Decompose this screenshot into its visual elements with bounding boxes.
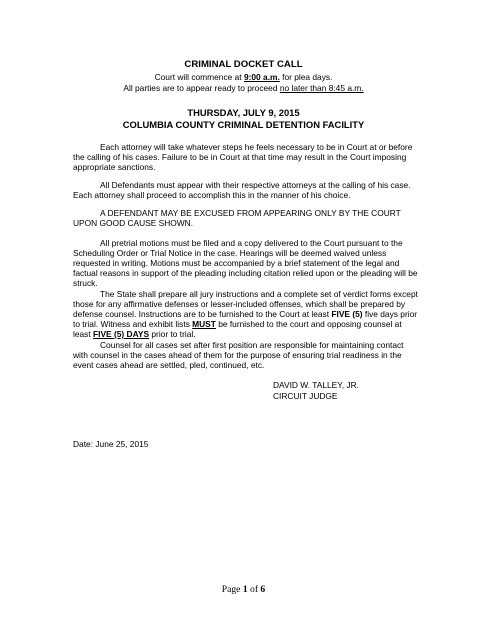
must-emphasis: MUST (192, 319, 216, 329)
page-footer: Page 1 of 6 (221, 584, 266, 595)
appearance-deadline: no later than 8:45 a.m. (279, 83, 364, 93)
commence-time: 9:00 a.m. (243, 72, 280, 82)
session-date: THURSDAY, JULY 9, 2015 (187, 107, 300, 118)
five-days-deadline: FIVE (5) DAYS (93, 329, 150, 339)
five-days-emphasis: FIVE (5) (331, 309, 363, 319)
paragraph-jury-instructions: The State shall prepare all jury instructions and a complete set of verdict forms except those for any affirmative defenses or lesser-included offenses, which shall be prepared by defense counsel. Instructions are to be furnished to the Court at least FIVE (5) five days prior to trial. Witness and exhibit lists MUST be furnished to the court and opposing counsel at least FIVE (5) DAYS prior to trial. (73, 289, 418, 339)
page-total: 6 (260, 584, 266, 595)
judge-name: DAVID W. TALLEY, JR. (273, 380, 359, 390)
document-title: CRIMINAL DOCKET CALL (184, 59, 303, 70)
judge-title: CIRCUIT JUDGE (273, 391, 338, 401)
paragraph-counsel-contact: Counsel for all cases set after first position are responsible for maintaining contact with counsel in the cases ahead of them for the purpose of ensuring trial readiness in the event cases ahead are settled, pled, continued, etc. (73, 340, 404, 370)
paragraph-motions: All pretrial motions must be filed and a copy delivered to the Court pursuant to the Scheduling Order or Trial Notice in the case. Hearings will be deemed waived unless requested in writing. Motions must be accompanied by a brief statement of the legal and factual reasons in support of the pleading including citation relied upon or the pleading will be struck. (73, 238, 418, 288)
appearance-line: All parties are to appear ready to proceed no later than 8:45 a.m. (123, 83, 364, 93)
paragraph-attendance: Each attorney will take whatever steps he feels necessary to be in Court at or before the calling of his cases. Failure to be in Court at that time may result in the Court imposing appropriate sanctions. (73, 142, 413, 172)
session-location: COLUMBIA COUNTY CRIMINAL DETENTION FACILITY (122, 119, 365, 130)
signature-block (273, 380, 359, 402)
paragraph-excusal: A DEFENDANT MAY BE EXCUSED FROM APPEARING ONLY BY THE COURT UPON GOOD CAUSE SHOWN. (73, 208, 401, 228)
document-date: Date: June 25, 2015 (73, 439, 149, 449)
page-number: 1 (242, 584, 248, 595)
paragraph-defendants: All Defendants must appear with their respective attorneys at the calling of his case. Each attorney shall proceed to accomplish this in the manner of his choice. (73, 180, 411, 200)
commence-time-line: Court will commence at 9:00 a.m. for plea days. (154, 72, 333, 82)
